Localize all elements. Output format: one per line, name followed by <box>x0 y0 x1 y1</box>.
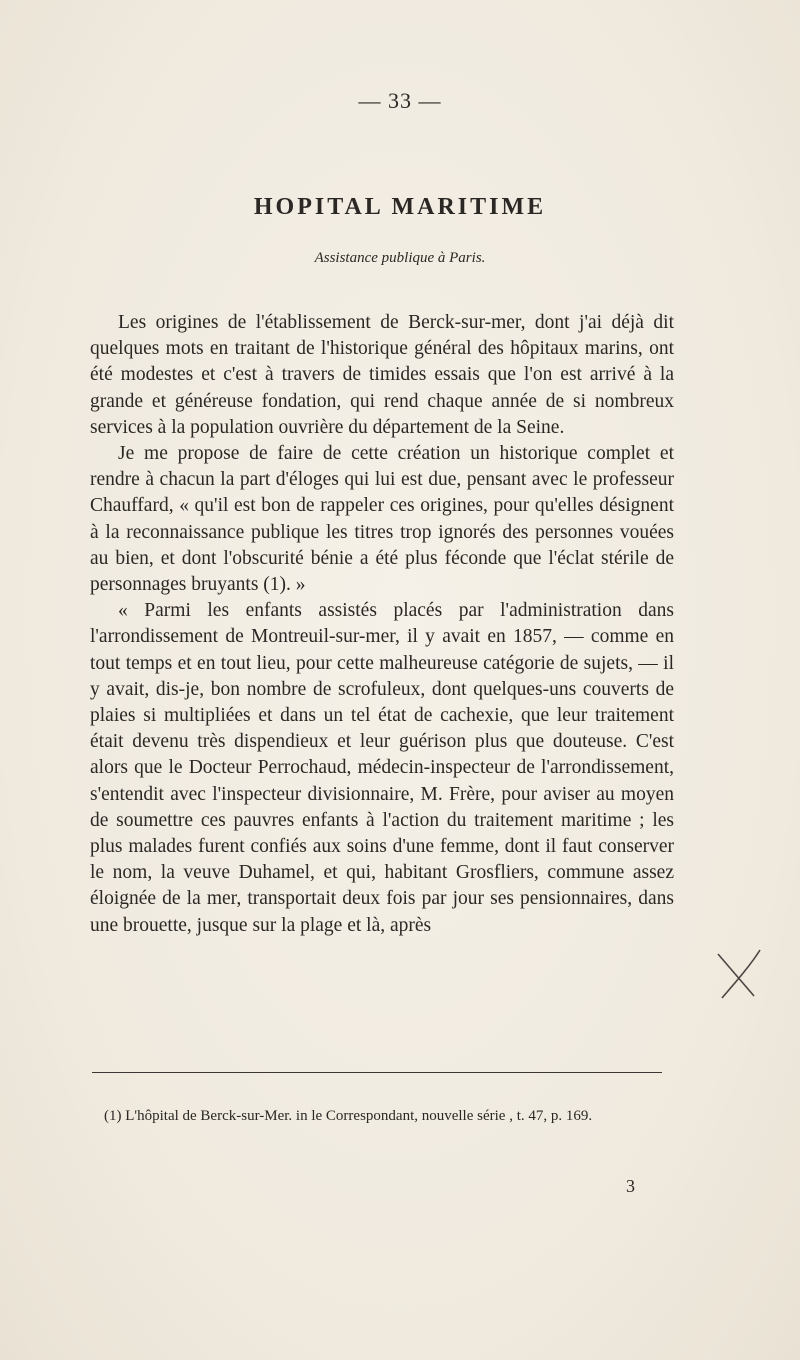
page-subtitle: Assistance publique à Paris. <box>314 250 486 266</box>
paragraph: Les origines de l'établissement de Berck-sur-mer, dont j'ai déjà dit quelques mots en traitant de l'historique général des hôpitaux marins, ont été modestes et c'est à travers de timides essais que l'on est arrivé à la grande et généreuse fondation, qui rend chaque année de si nombreux services à la population ouvrière du département de la Seine. <box>90 312 674 438</box>
signature-mark: 3 <box>626 1176 635 1196</box>
page-number: — 33 — <box>358 88 442 113</box>
footnote-text: (1) L'hôpital de Berck-sur-Mer. in le Correspondant, nouvelle série , t. 47, p. 169. <box>104 1108 593 1124</box>
footnote-divider <box>92 1072 662 1073</box>
paragraph: « Parmi les enfants assistés placés par l'administration dans l'arrondissement de Montreuil-sur-mer, il y avait en 1857, — comme en tout temps et en tout lieu, pour cette malheureuse catégorie de sujets, — il y avait, dis-je, bon nombre de scrofuleux, dont quelques-uns couverts de plaies si multipliées et dans un tel état de cachexie, que leur traitement était devenu très dispendieux et leur guérison plus que douteuse. C'est alors que le Docteur Perrochaud, médecin-inspecteur de l'arrondissement, s'entendit avec l'inspecteur divisionnaire, M. Frère, pour aviser au moyen de soumettre ces pauvres enfants à l'action du traitement maritime ; les plus malades furent confiés aux soins d'une femme, dont il faut conserver le nom, la veuve Duhamel, et qui, habitant Grosfliers, commune assez éloignée de la mer, transportait deux fois par jour ses pensionnaires, dans une brouette, jusque sur la plage et là, après <box>90 600 674 936</box>
margin-x-mark <box>714 948 766 1002</box>
body-text <box>90 310 674 939</box>
page-title: HOPITAL MARITIME <box>253 194 547 220</box>
paragraph: Je me propose de faire de cette création un historique complet et rendre à chacun la part d'éloges qui lui est due, pensant avec le professeur Chauffard, « qu'il est bon de rappeler ces origines, pour qu'elles désignent à la reconnaissance publique les titres trop ignorés des personnes vouées au bien, et dont l'obscurité bénie a été plus féconde que l'éclat stérile de personnages bruyants (1). » <box>90 443 674 596</box>
footnote <box>90 1106 670 1127</box>
